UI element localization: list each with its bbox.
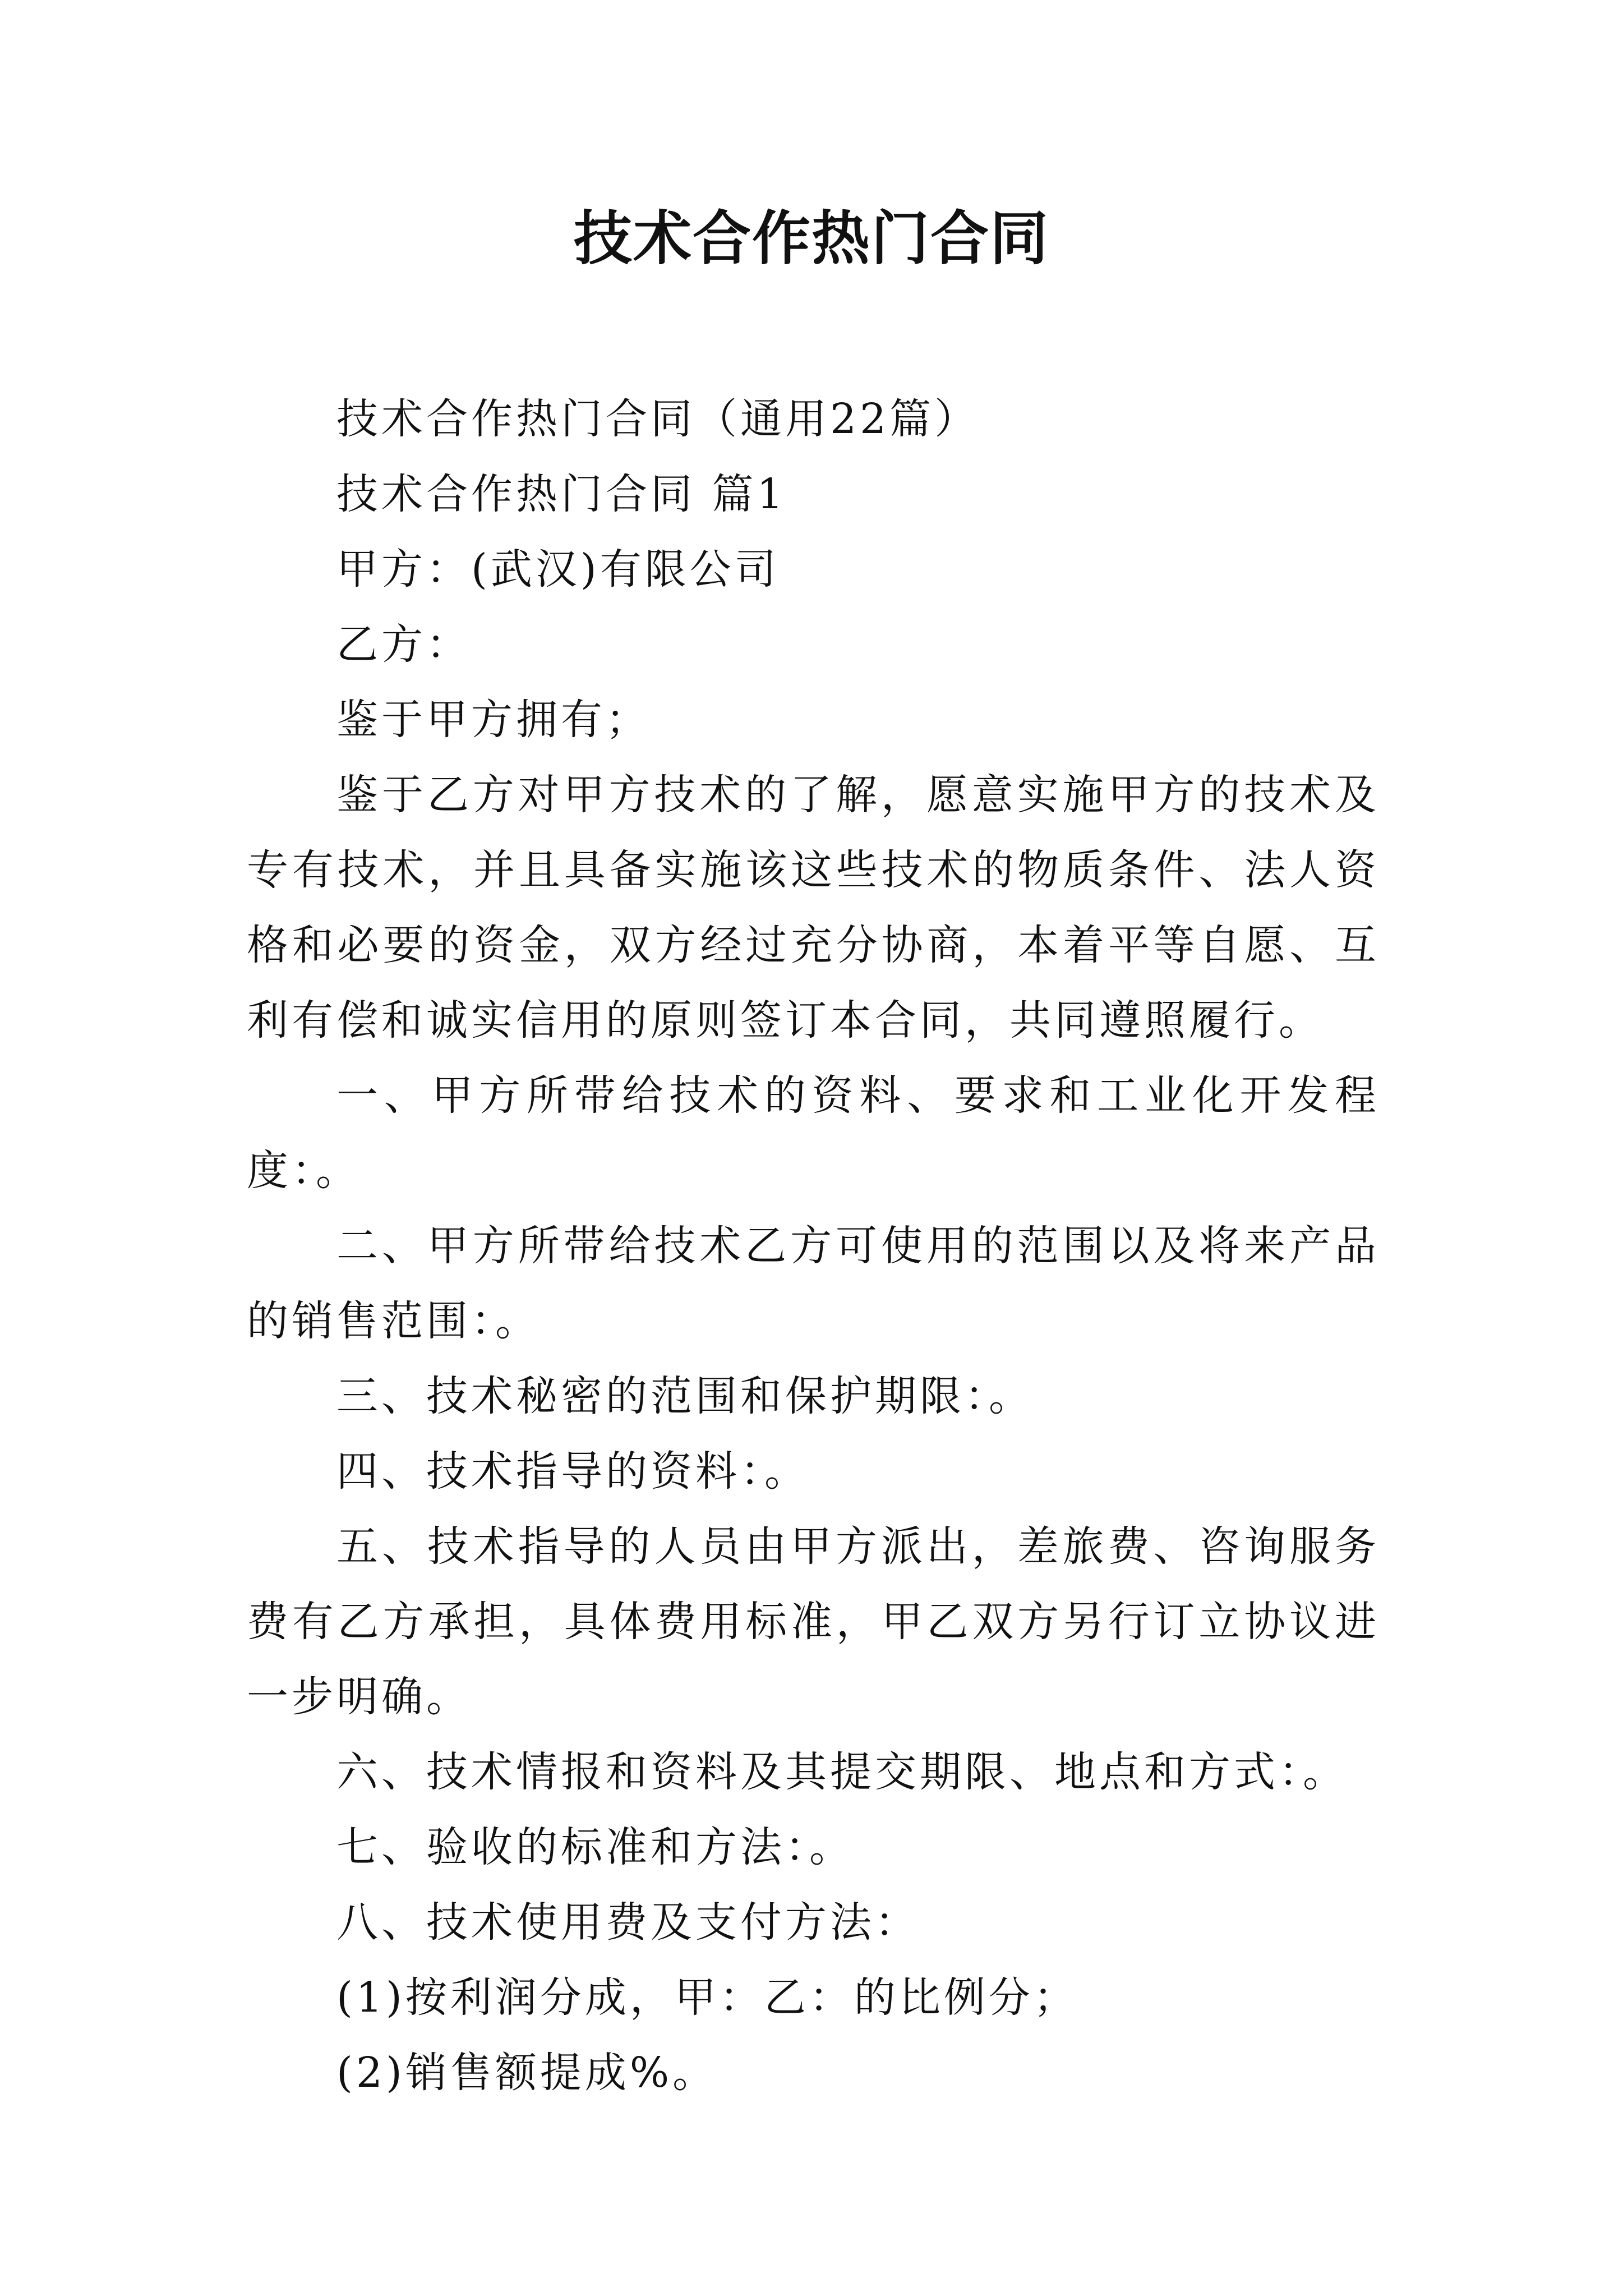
paragraph-party-b: 乙方： (336, 620, 471, 669)
paragraph-clause-3: 三、技术秘密的范围和保护期限：。 (336, 1372, 1034, 1420)
paragraph-clause-6: 六、技术情报和资料及其提交期限、地点和方式：。 (336, 1748, 1348, 1796)
paragraph-section-heading: 技术合作热门合同 篇1 (336, 470, 787, 518)
paragraph-party-a: 甲方：(武汉)有限公司 (336, 545, 780, 593)
paragraph-subtitle: 技术合作热门合同（通用22篇） (336, 395, 980, 443)
paragraph-clause-8-item-2: (2)销售额提成%。 (336, 2049, 718, 2097)
document-body (247, 381, 1380, 2110)
paragraph-clause-1: 一、甲方所带给技术的资料、要求和工业化开发程度：。 (247, 1071, 1380, 1195)
paragraph-clause-4: 四、技术指导的资料：。 (336, 1447, 809, 1496)
paragraph-whereas-b: 鉴于乙方对甲方技术的了解，愿意实施甲方的技术及专有技术，并且具备实施该这些技术的物质条件、法人资格和必要的资金，双方经过充分协商，本着平等自愿、互利有偿和诚实信用的原则签订本合同，共同遵照履行。 (247, 771, 1380, 1045)
paragraph-whereas-a: 鉴于甲方拥有； (336, 696, 651, 744)
paragraph-clause-8: 八、技术使用费及支付方法： (336, 1898, 920, 1947)
document-title: 技术合作热门合同 (573, 204, 1049, 273)
paragraph-clause-2: 二、甲方所带给技术乙方可使用的范围以及将来产品的销售范围：。 (247, 1222, 1380, 1345)
paragraph-clause-5: 五、技术指导的人员由甲方派出，差旅费、咨询服务费有乙方承担，具体费用标准，甲乙双方另行订立协议进一步明确。 (247, 1522, 1380, 1721)
paragraph-clause-8-item-1: (1)按利润分成，甲：乙：的比例分； (336, 1973, 1078, 2022)
paragraph-clause-7: 七、验收的标准和方法：。 (336, 1823, 854, 1871)
